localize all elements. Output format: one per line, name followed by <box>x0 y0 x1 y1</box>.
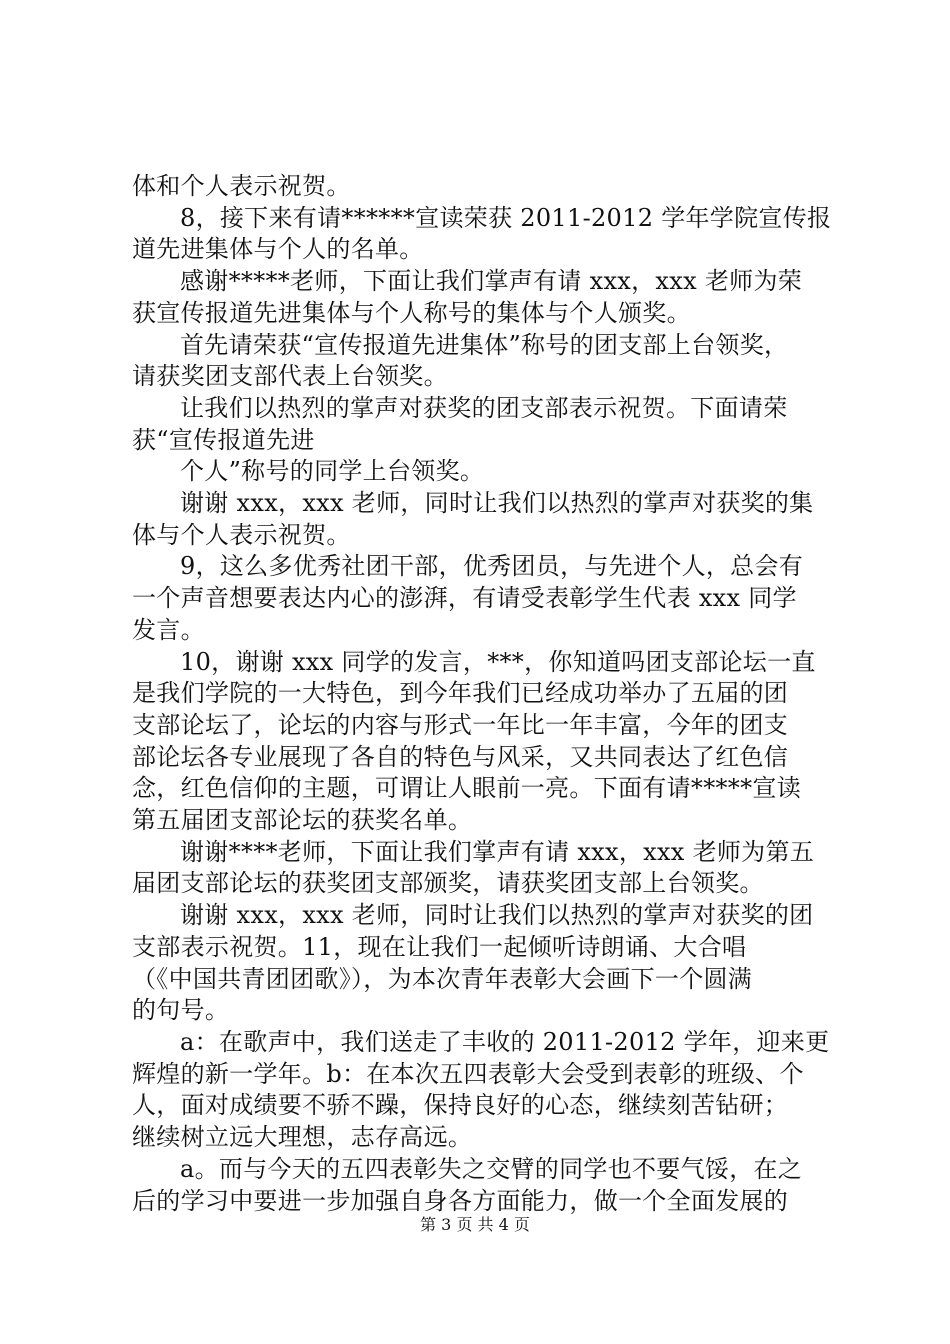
text-line: 支部表示祝贺。11，现在让我们一起倾听诗朗诵、大合唱 <box>132 932 747 961</box>
text-line: 部论坛各专业展现了各自的特色与风采，又共同表达了红色信 <box>132 742 789 771</box>
text-line: 个人”称号的同学上台领奖。 <box>180 457 485 486</box>
text-line: 体与个人表示祝贺。 <box>132 520 351 549</box>
text-line: 道先进集体与个人的名单。 <box>132 235 424 264</box>
text-line: 10，谢谢 xxx 同学的发言，***，你知道吗团支部论坛一直 <box>180 647 816 676</box>
text-line: 后的学习中要进一步加强自身各方面能力，做一个全面发展的 <box>132 1186 789 1215</box>
text-line: 感谢*****老师，下面让我们掌声有请 xxx，xxx 老师为荣 <box>180 267 803 296</box>
page-number-footer: 第 3 页 共 4 页 <box>420 1215 530 1234</box>
text-line: 体和个人表示祝贺。 <box>132 172 351 200</box>
document-body <box>132 171 832 1217</box>
text-line: 人，面对成绩要不骄不躁，保持良好的心态，继续刻苦钻研； <box>132 1091 789 1120</box>
text-line: 获“宣传报道先进 <box>132 425 315 454</box>
text-line: 首先请荣获“宣传报道先进集体”称号的团支部上台领奖， <box>180 330 789 359</box>
text-line: 谢谢****老师，下面让我们掌声有请 xxx，xxx 老师为第五 <box>180 837 815 866</box>
text-line: a：在歌声中，我们送走了丰收的 2011-2012 学年，迎来更 <box>180 1027 830 1056</box>
text-line: 是我们学院的一大特色，到今年我们已经成功举办了五届的团 <box>132 679 789 708</box>
text-line: 的句号。 <box>132 996 230 1025</box>
text-line: 让我们以热烈的掌声对获奖的团支部表示祝贺。下面请荣 <box>180 393 788 422</box>
text-line: 获宣传报道先进集体与个人称号的集体与个人颁奖。 <box>132 298 691 327</box>
text-line: 谢谢 xxx，xxx 老师，同时让我们以热烈的掌声对获奖的集 <box>180 489 814 518</box>
text-line: 发言。 <box>132 615 205 644</box>
text-line: 辉煌的新一学年。b：在本次五四表彰大会受到表彰的班级、个 <box>132 1059 804 1088</box>
text-line: 念，红色信仰的主题，可谓让人眼前一亮。下面有请*****宣读 <box>132 774 801 803</box>
text-line: （《中国共青团团歌》），为本次青年表彰大会画下一个圆满 <box>132 964 753 993</box>
text-line: a。而与今天的五四表彰失之交臂的同学也不要气馁，在之 <box>180 1154 803 1183</box>
text-line: 9，这么多优秀社团干部，优秀团员，与先进个人，总会有 <box>180 552 804 581</box>
text-line: 第五届团支部论坛的获奖名单。 <box>132 806 473 835</box>
text-line: 请获奖团支部代表上台领奖。 <box>132 362 448 391</box>
text-line: 继续树立远大理想，志存高远。 <box>132 1123 473 1152</box>
text-line: 谢谢 xxx，xxx 老师，同时让我们以热烈的掌声对获奖的团 <box>180 901 814 930</box>
text-line: 届团支部论坛的获奖团支部颁奖，请获奖团支部上台领奖。 <box>132 869 764 898</box>
text-line: 一个声音想要表达内心的澎湃，有请受表彰学生代表 xxx 同学 <box>132 584 797 613</box>
text-line: 8，接下来有请******宣读荣获 2011-2012 学年学院宣传报 <box>180 203 832 232</box>
text-line: 支部论坛了，论坛的内容与形式一年比一年丰富，今年的团支 <box>132 710 789 739</box>
